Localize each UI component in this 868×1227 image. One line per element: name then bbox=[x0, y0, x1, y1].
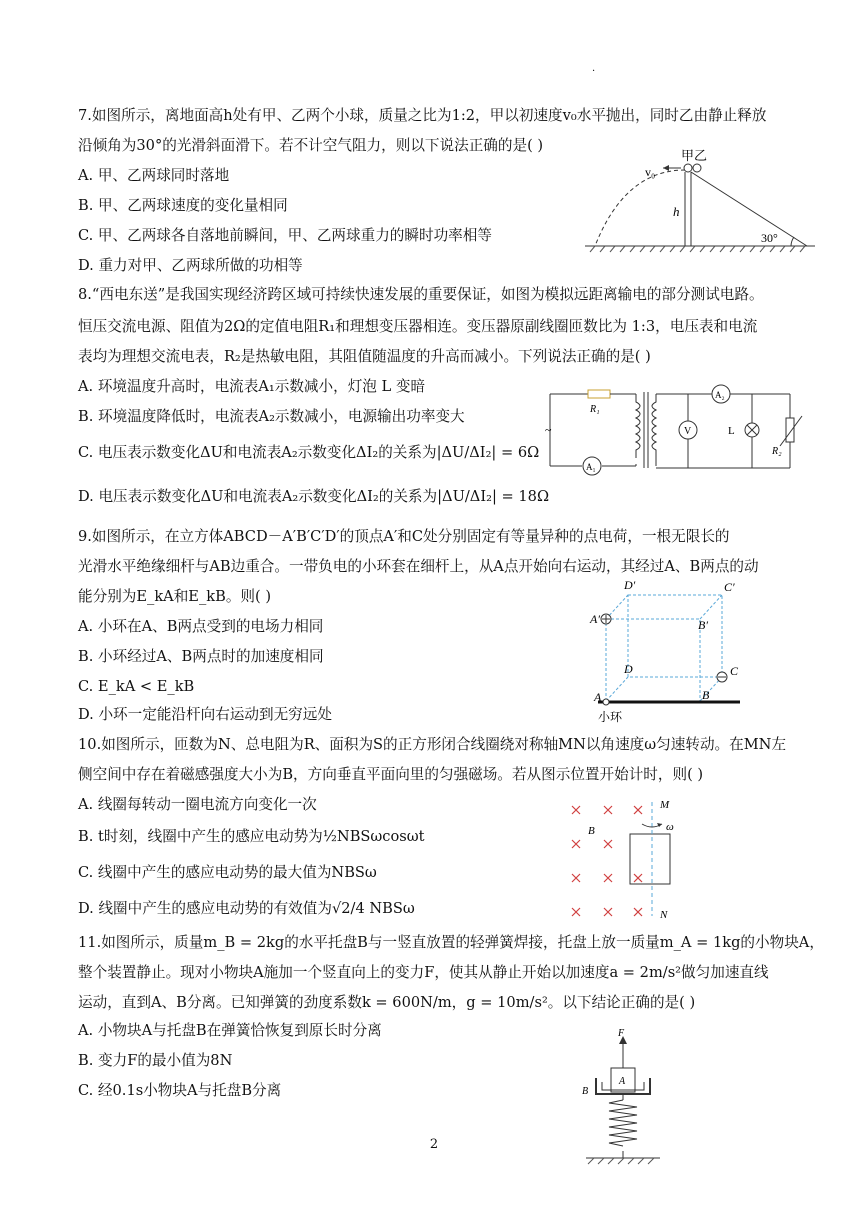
q9-label-d: D bbox=[624, 662, 633, 676]
q7-figure bbox=[585, 148, 825, 254]
q8-option-a: A. 环境温度升高时，电流表A₁示数减小，灯泡 L 变暗 bbox=[78, 378, 426, 395]
q11-label-a: A bbox=[619, 1076, 626, 1087]
q8-option-d: D. 电压表示数变化ΔU和电流表A₂示数变化ΔI₂的关系为|ΔU/ΔI₂| = 18Ω bbox=[78, 488, 550, 505]
q11-stem-line-2: 整个装置静止。现对小物块A施加一个竖直向上的变力F，使其从静止开始以加速度a = 2m/s²做匀加速直线 bbox=[78, 964, 769, 981]
q8-label-v: V bbox=[684, 426, 692, 437]
q9-option-b: B. 小环经过A、B两点时的加速度相同 bbox=[78, 648, 324, 665]
q8-label-r2: R₂ bbox=[772, 446, 782, 457]
q8-label-a1: A₁ bbox=[586, 462, 596, 472]
q9-stem-line-2: 光滑水平绝缘细杆与AB边重合。一带负电的小环套在细杆上，从A点开始向右运动，其经过A、B两点的动 bbox=[78, 558, 759, 575]
q10-stem-line-1: 10.如图所示，匝数为N、总电阻为R、面积为S的正方形闭合线圈绕对称轴MN以角速度ω匀速转动。在MN左 bbox=[78, 736, 787, 753]
q10-option-a: A. 线圈每转动一圈电流方向变化一次 bbox=[78, 796, 317, 813]
q7-stem-line-2: 沿倾角为30°的光滑斜面滑下。若不计空气阻力，则以下说法正确的是( ) bbox=[78, 137, 544, 154]
q11-stem-line-1: 11.如图所示，质量m_B = 2kg的水平托盘B与一竖直放置的轻弹簧焊接，托盘上放一质量m_A = 1kg的小物块A， bbox=[78, 934, 824, 951]
q7-stem-line-1: 7.如图所示，离地面高h处有甲、乙两个小球，质量之比为1:2，甲以初速度v₀水平抛出，同时乙由静止释放 bbox=[78, 107, 767, 124]
q9-stem-line-3: 能分别为E_kA和E_kB。则( ) bbox=[78, 588, 272, 605]
q11-label-b: B bbox=[582, 1086, 589, 1097]
q11-stem-line-3: 运动，直到A、B分离。已知弹簧的劲度系数k = 600N/m，g = 10m/s²。以下结论正确的是( ) bbox=[78, 994, 696, 1011]
q9-cube-figure bbox=[588, 575, 748, 725]
q7-option-c: C. 甲、乙两球各自落地前瞬间，甲、乙两球重力的瞬时功率相等 bbox=[78, 227, 492, 244]
q7-label-angle: 30° bbox=[761, 231, 778, 245]
page-number: 2 bbox=[429, 1137, 439, 1152]
q7-label-jia-yi: 甲乙 bbox=[681, 148, 708, 163]
q8-option-c: C. 电压表示数变化ΔU和电流表A₂示数变化ΔI₂的关系为|ΔU/ΔI₂| = 6Ω bbox=[78, 444, 540, 461]
q9-label-c: C bbox=[730, 664, 739, 678]
q9-label-d-prime: D′ bbox=[624, 578, 636, 592]
q8-option-b: B. 环境温度降低时，电流表A₂示数减小，电源输出功率变大 bbox=[78, 408, 465, 425]
q9-label-a: A bbox=[594, 690, 602, 704]
q11-label-f: F bbox=[618, 1028, 625, 1039]
q10-label-n: N bbox=[660, 909, 668, 921]
q11-option-c: C. 经0.1s小物块A与托盘B分离 bbox=[78, 1082, 282, 1099]
q7-label-v0: v₀ bbox=[645, 165, 656, 179]
q10-label-m: M bbox=[660, 799, 670, 811]
q7-option-d: D. 重力对甲、乙两球所做的功相等 bbox=[78, 257, 303, 274]
q8-label-a2: A₂ bbox=[715, 390, 725, 400]
q10-option-c: C. 线圈中产生的感应电动势的最大值为NBSω bbox=[78, 864, 377, 881]
q7-option-b: B. 甲、乙两球速度的变化量相同 bbox=[78, 197, 288, 214]
q10-coil-figure bbox=[562, 796, 692, 922]
q11-option-a: A. 小物块A与托盘B在弹簧恰恢复到原长时分离 bbox=[78, 1022, 382, 1039]
q10-option-d: D. 线圈中产生的感应电动势的有效值为√2/4 NBSω bbox=[78, 900, 415, 917]
q9-label-b: B bbox=[702, 688, 710, 702]
q9-option-a: A. 小环在A、B两点受到的电场力相同 bbox=[78, 618, 324, 635]
q8-stem-line-3: 表均为理想交流电表，R₂是热敏电阻，其阻值随温度的升高而减小。下列说法正确的是( ) bbox=[78, 348, 651, 365]
q10-label-omega: ω bbox=[666, 821, 674, 833]
q9-stem-line-1: 9.如图所示，在立方体ABCD－A′B′C′D′的顶点A′和C处分别固定有等量异种的点电荷，一根无限长的 bbox=[78, 528, 730, 545]
q8-label-l: L bbox=[728, 425, 735, 437]
q10-label-b: B bbox=[588, 825, 595, 837]
q9-option-d: D. 小环一定能沿杆向右运动到无穷远处 bbox=[78, 706, 332, 723]
q9-label-c-prime: C′ bbox=[724, 580, 735, 594]
q8-stem-line-2: 恒压交流电源、阻值为2Ω的定值电阻R₁和理想变压器相连。变压器原副线圈匝数比为 1:3，电压表和电流 bbox=[78, 318, 758, 335]
q8-source-label: ~ bbox=[545, 423, 552, 437]
q8-label-r1: R₁ bbox=[590, 404, 600, 415]
q9-option-c: C. E_kA < E_kB bbox=[78, 678, 195, 695]
q9-label-b-prime: B′ bbox=[698, 618, 708, 632]
q8-stem-line-1: 8.“西电东送”是我国实现经济跨区域可持续快速发展的重要保证，如图为模拟远距离输电的部分测试电路。 bbox=[78, 286, 764, 303]
q9-label-ring: 小环 bbox=[598, 710, 623, 724]
q9-label-a-prime: A′ bbox=[590, 612, 600, 626]
q7-option-a: A. 甲、乙两球同时落地 bbox=[78, 167, 230, 184]
q10-stem-line-2: 侧空间中存在着磁感强度大小为B，方向垂直平面向里的匀强磁场。若从图示位置开始计时，则( ) bbox=[78, 766, 704, 783]
q11-option-b: B. 变力F的最小值为8N bbox=[78, 1052, 233, 1069]
top-mark: · bbox=[592, 66, 596, 77]
q8-circuit-figure bbox=[540, 380, 812, 478]
q7-label-h: h bbox=[673, 204, 680, 219]
q10-option-b: B. t时刻，线圈中产生的感应电动势为½NBSωcosωt bbox=[78, 828, 425, 845]
